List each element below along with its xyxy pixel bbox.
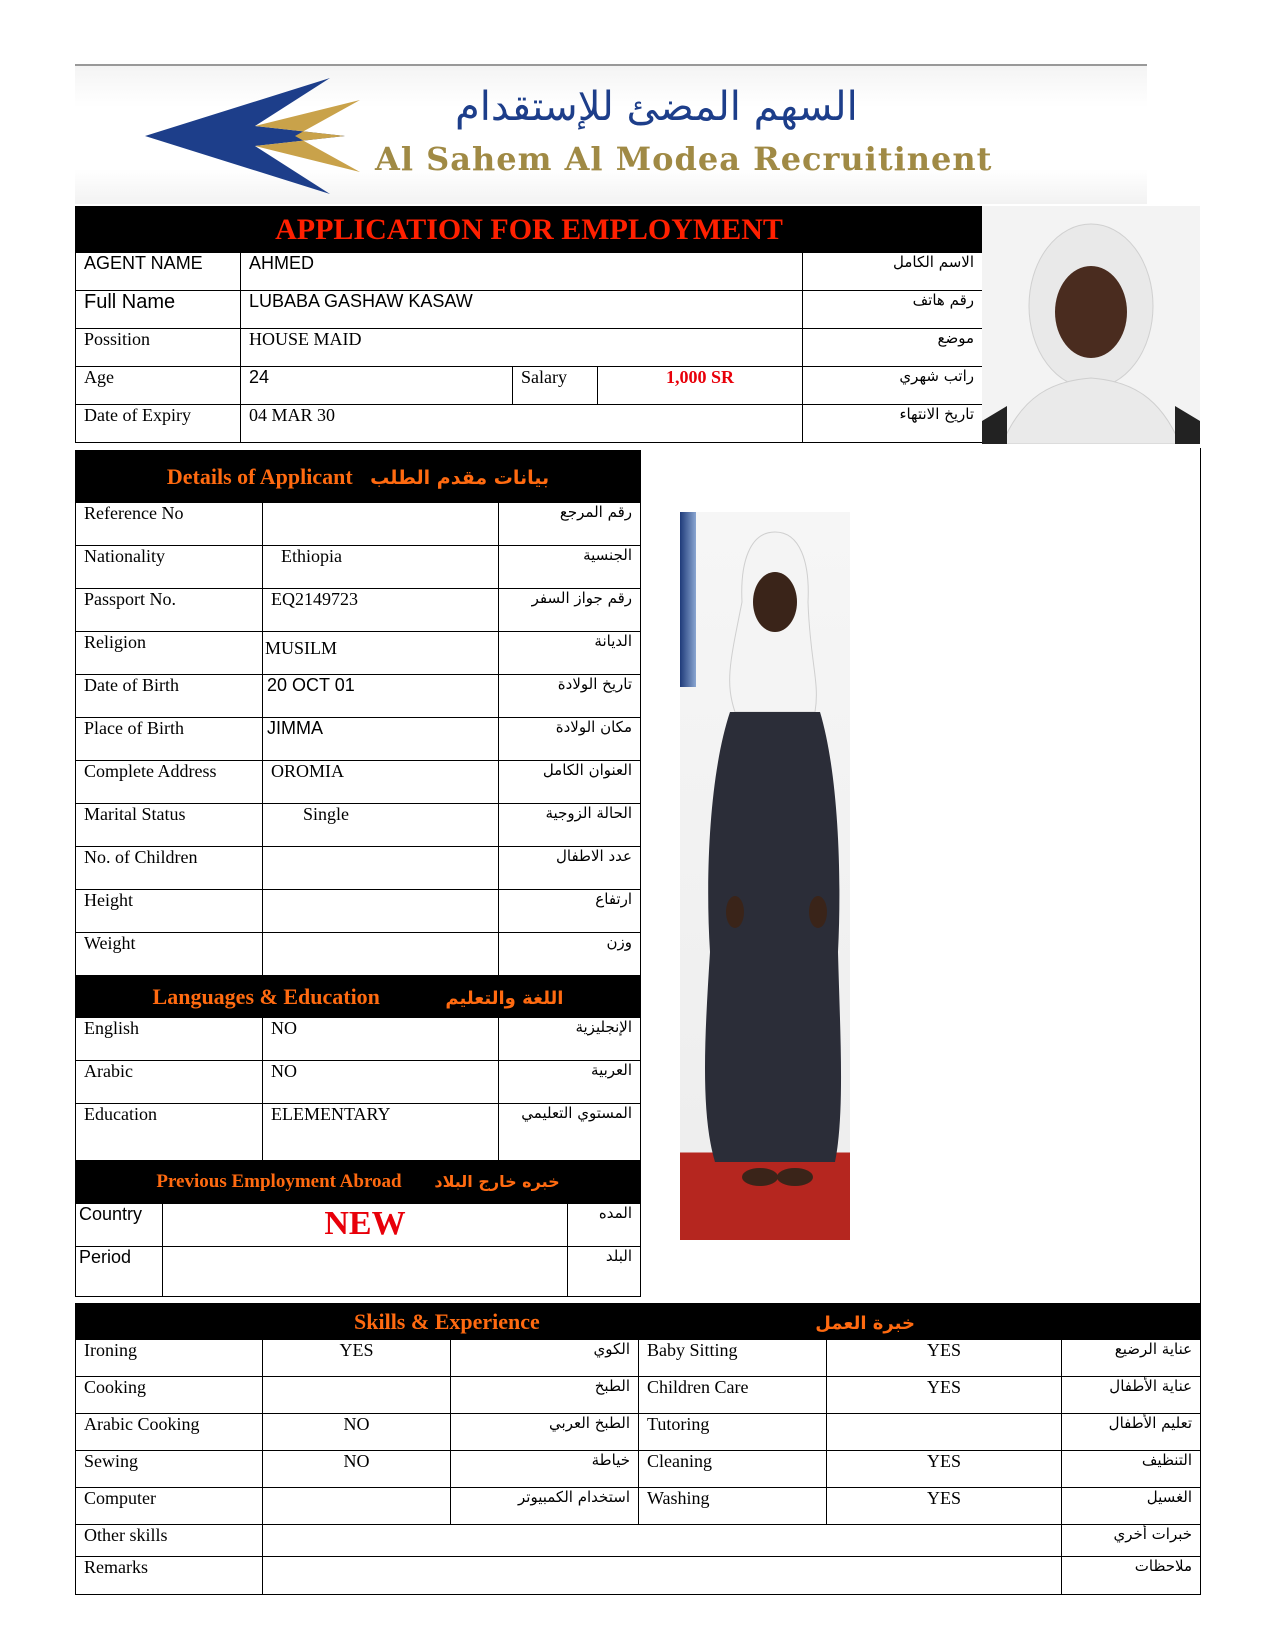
height-arabic: ارتفاع — [499, 890, 641, 933]
cooking-label: Cooking — [76, 1377, 263, 1414]
baby-sitting-value: YES — [827, 1340, 1062, 1377]
children-care-label: Children Care — [639, 1377, 827, 1414]
height-label: Height — [76, 890, 263, 933]
washing-value: YES — [827, 1488, 1062, 1525]
children-arabic: عدد الاطفال — [499, 847, 641, 890]
arabic-cooking-arabic: الطبخ العربي — [451, 1414, 639, 1451]
ironing-value: YES — [263, 1340, 451, 1377]
arabic-label: Arabic — [76, 1061, 263, 1104]
sewing-label: Sewing — [76, 1451, 263, 1488]
agent-name-label: AGENT NAME — [76, 253, 241, 291]
other-skills-value — [263, 1525, 1062, 1557]
marital-arabic: الحالة الزوجية — [499, 804, 641, 847]
religion-value: MUSILM — [263, 632, 499, 675]
birth-place-arabic: مكان الولادة — [499, 718, 641, 761]
position-value: HOUSE MAID — [241, 329, 803, 367]
agent-name-arabic: الاسم الكامل — [803, 253, 983, 291]
ironing-arabic: الكوي — [451, 1340, 639, 1377]
previous-header — [76, 1161, 641, 1204]
arabic-value: NO — [263, 1061, 499, 1104]
birth-date-label: Date of Birth — [76, 675, 263, 718]
birth-place-label: Place of Birth — [76, 718, 263, 761]
expiry-arabic: تاريخ الانتهاء — [803, 405, 983, 443]
previous-employment-table — [75, 1160, 641, 1297]
nationality-arabic: الجنسية — [499, 546, 641, 589]
full-name-arabic: رقم هاتف — [803, 291, 983, 329]
skills-header — [76, 1304, 1201, 1340]
tutoring-value — [827, 1414, 1062, 1451]
details-row — [76, 632, 641, 675]
height-value — [263, 890, 499, 933]
english-label: English — [76, 1018, 263, 1061]
remarks-row — [76, 1557, 1201, 1595]
ironing-label: Ironing — [76, 1340, 263, 1377]
children-care-value: YES — [827, 1377, 1062, 1414]
weight-label: Weight — [76, 933, 263, 976]
remarks-label: Remarks — [76, 1557, 263, 1595]
full-name-label: Full Name — [76, 291, 241, 329]
previous-value: NEW — [163, 1204, 568, 1247]
nationality-label: Nationality — [76, 546, 263, 589]
other-skills-arabic: خبرات أخري — [1062, 1525, 1201, 1557]
cooking-value — [263, 1377, 451, 1414]
skill-row — [76, 1414, 1201, 1451]
english-value: NO — [263, 1018, 499, 1061]
education-value: ELEMENTARY — [263, 1104, 499, 1161]
children-label: No. of Children — [76, 847, 263, 890]
remarks-value — [263, 1557, 1062, 1595]
baby-sitting-label: Baby Sitting — [639, 1340, 827, 1377]
cooking-arabic: الطبخ — [451, 1377, 639, 1414]
languages-header — [76, 976, 641, 1018]
details-row — [76, 890, 641, 933]
nationality-value: Ethiopia — [263, 546, 499, 589]
computer-arabic: استخدام الكمبيوتر — [451, 1488, 639, 1525]
languages-header-ar: اللغة والتعليم — [445, 987, 564, 1009]
skill-row — [76, 1340, 1201, 1377]
salary-value: 1,000 SR — [598, 367, 803, 405]
baby-sitting-arabic: عناية الرضيع — [1062, 1340, 1201, 1377]
reference-value — [263, 503, 499, 546]
details-row — [76, 589, 641, 632]
position-arabic: موضع — [803, 329, 983, 367]
details-row — [76, 761, 641, 804]
applicant-headshot-photo — [982, 206, 1200, 444]
education-arabic: المستوي التعليمي — [499, 1104, 641, 1161]
details-row — [76, 718, 641, 761]
form-title: APPLICATION FOR EMPLOYMENT — [76, 207, 983, 253]
details-header — [76, 451, 641, 503]
sewing-arabic: خياطة — [451, 1451, 639, 1488]
marital-value: Single — [263, 804, 499, 847]
company-name-english: Al Sahem Al Modea Recruitinent — [375, 140, 993, 178]
washing-label: Washing — [639, 1488, 827, 1525]
agent-name-value: AHMED — [241, 253, 803, 291]
expiry-label: Date of Expiry — [76, 405, 241, 443]
passport-label: Passport No. — [76, 589, 263, 632]
arabic-cooking-value: NO — [263, 1414, 451, 1451]
marital-label: Marital Status — [76, 804, 263, 847]
country-label: Country — [76, 1204, 163, 1247]
cleaning-arabic: التنظيف — [1062, 1451, 1201, 1488]
address-arabic: العنوان الكامل — [499, 761, 641, 804]
education-label: Education — [76, 1104, 263, 1161]
skill-row — [76, 1488, 1201, 1525]
application-header-table — [75, 206, 983, 443]
details-row — [76, 675, 641, 718]
tutoring-label: Tutoring — [639, 1414, 827, 1451]
birth-date-value: 20 OCT 01 — [263, 675, 499, 718]
other-skills-row — [76, 1525, 1201, 1557]
age-value: 24 — [241, 367, 513, 405]
details-row — [76, 503, 641, 546]
languages-header-en: Languages & Education — [152, 983, 380, 1009]
language-row — [76, 1104, 641, 1161]
details-header-ar: بيانات مقدم الطلب — [370, 466, 550, 489]
company-name-arabic: السهم المضئ للإستقدام — [455, 84, 858, 130]
passport-arabic: رقم جواز السفر — [499, 589, 641, 632]
period-value — [163, 1247, 568, 1297]
language-row — [76, 1061, 641, 1104]
reference-label: Reference No — [76, 503, 263, 546]
skills-header-ar: خبرة العمل — [815, 1312, 915, 1334]
position-label: Possition — [76, 329, 241, 367]
period-arabic: البلد — [568, 1247, 641, 1297]
cleaning-label: Cleaning — [639, 1451, 827, 1488]
languages-table — [75, 975, 641, 1161]
details-row — [76, 847, 641, 890]
details-row — [76, 933, 641, 976]
age-label: Age — [76, 367, 241, 405]
salary-arabic: راتب شهري — [803, 367, 983, 405]
reference-arabic: رقم المرجع — [499, 503, 641, 546]
passport-value: EQ2149723 — [263, 589, 499, 632]
religion-arabic: الديانة — [499, 632, 641, 675]
computer-value — [263, 1488, 451, 1525]
country-arabic: المده — [568, 1204, 641, 1247]
english-arabic: الإنجليزية — [499, 1018, 641, 1061]
salary-label: Salary — [513, 367, 598, 405]
language-row — [76, 1018, 641, 1061]
skills-table — [75, 1303, 1201, 1595]
sewing-value: NO — [263, 1451, 451, 1488]
remarks-arabic: ملاحظات — [1062, 1557, 1201, 1595]
other-skills-label: Other skills — [76, 1525, 263, 1557]
birth-place-value: JIMMA — [263, 718, 499, 761]
birth-date-arabic: تاريخ الولادة — [499, 675, 641, 718]
skill-row — [76, 1451, 1201, 1488]
details-row — [76, 804, 641, 847]
skills-header-en: Skills & Experience — [354, 1308, 540, 1334]
previous-header-en: Previous Employment Abroad — [156, 1171, 402, 1192]
weight-arabic: وزن — [499, 933, 641, 976]
details-row — [76, 546, 641, 589]
washing-arabic: الغسيل — [1062, 1488, 1201, 1525]
arabic-arabic: العربية — [499, 1061, 641, 1104]
address-value: OROMIA — [263, 761, 499, 804]
arabic-cooking-label: Arabic Cooking — [76, 1414, 263, 1451]
address-label: Complete Address — [76, 761, 263, 804]
skill-row — [76, 1377, 1201, 1414]
details-table — [75, 450, 641, 976]
expiry-value: 04 MAR 30 — [241, 405, 803, 443]
previous-header-ar: خبره خارج البلاد — [434, 1172, 560, 1191]
children-value — [263, 847, 499, 890]
applicant-full-body-photo — [680, 512, 850, 1240]
religion-label: Religion — [76, 632, 263, 675]
headshot-image — [982, 206, 1200, 444]
computer-label: Computer — [76, 1488, 263, 1525]
details-header-en: Details of Applicant — [166, 463, 353, 489]
tutoring-arabic: تعليم الأطفال — [1062, 1414, 1201, 1451]
period-label: Period — [76, 1247, 163, 1297]
arrow-logo-icon — [135, 66, 365, 204]
weight-value — [263, 933, 499, 976]
cleaning-value: YES — [827, 1451, 1062, 1488]
full-body-image — [680, 512, 850, 1240]
full-name-value: LUBABA GASHAW KASAW — [241, 291, 803, 329]
children-care-arabic: عناية الأطفال — [1062, 1377, 1201, 1414]
company-banner — [75, 64, 1147, 204]
